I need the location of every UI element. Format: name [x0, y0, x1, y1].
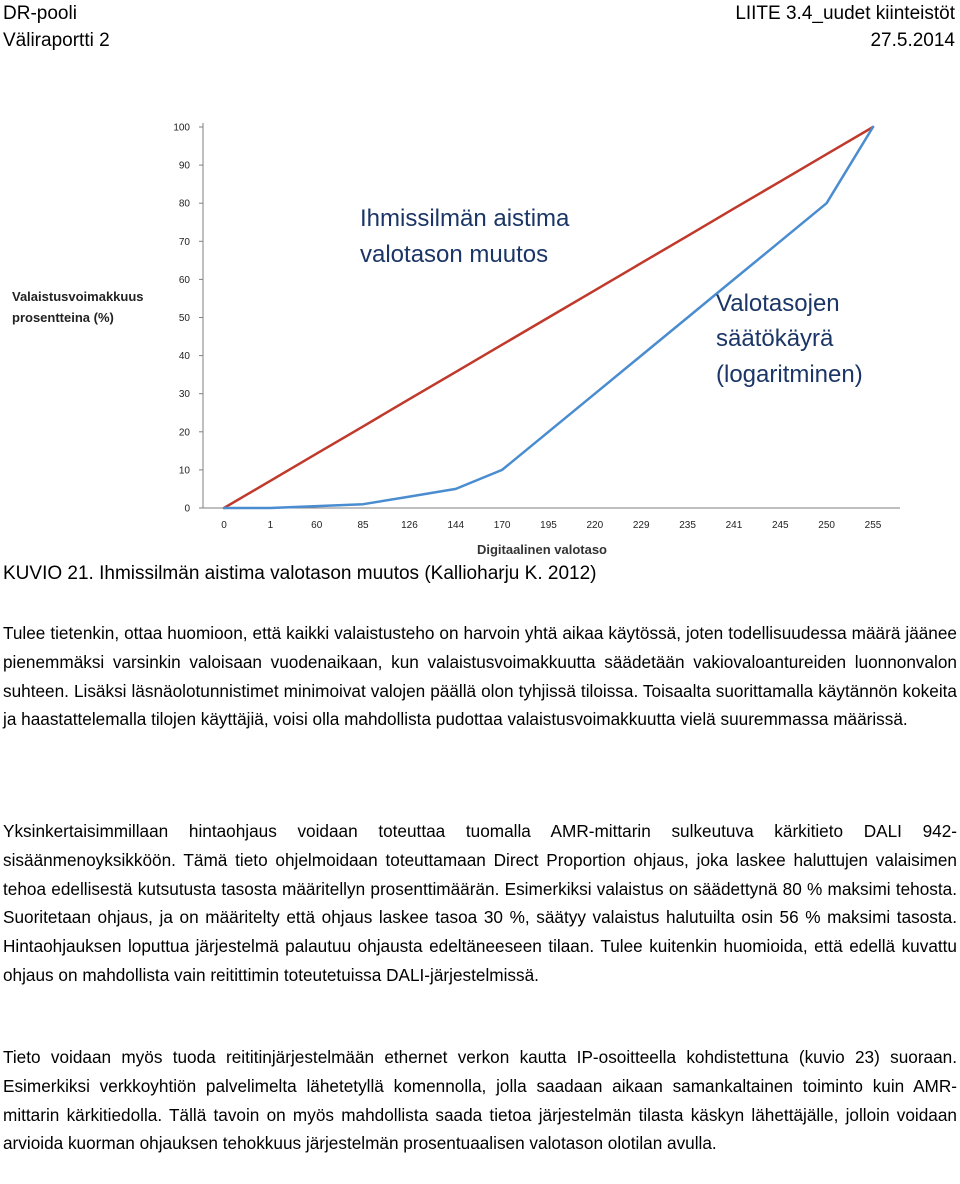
red-series-annotation-line1: Ihmissilmän aistima — [360, 205, 570, 232]
y-tick-label: 50 — [178, 313, 190, 324]
x-tick-label: 144 — [447, 520, 465, 531]
y-tick-label: 20 — [178, 427, 190, 439]
x-tick-labels — [221, 520, 882, 531]
document-name: DR-pooli — [3, 3, 77, 24]
figure-caption: KUVIO 21. Ihmissilmän aistima valotason muutos (Kallioharju K. 2012) — [3, 563, 597, 584]
x-tick-label: 170 — [493, 520, 511, 531]
y-tick-label: 60 — [178, 274, 190, 286]
appendix-name: LIITE 3.4_uudet kiinteistöt — [735, 3, 955, 24]
x-tick-label: 1 — [267, 520, 274, 531]
blue-series-annotation-line2: säätökäyrä — [716, 325, 834, 352]
y-axis-label-line2: prosentteina (%) — [12, 310, 114, 325]
y-axis-label-line1: Valaistusvoimakkuus — [12, 289, 144, 304]
x-tick-label: 60 — [311, 520, 323, 531]
series-line-perceived-change — [224, 127, 873, 508]
x-tick-label: 241 — [725, 520, 743, 531]
paragraph-3: Tieto voidaan myös tuoda reititinjärjestelmään ethernet verkon kautta IP-osoitteella kohdistettuna (kuvio 23) suoraan. Esimerkiksi verkkoyhtiön palvelimelta lähetetyllä komennolla, jolla saadaan aikaan samankaltainen toiminto kuin AMR-mittarin kärkitiedolla. Tällä tavoin on myös mahdollista saada tietoa järjestelmän tilasta käskyn lähettäjälle, jolloin voidaan arvioida kuorman ohjauksen tehokkuus järjestelmän prosentuaalisen valotason olotilan avulla. — [3, 1047, 957, 1154]
x-tick-label: 126 — [401, 520, 418, 531]
header-right — [735, 0, 955, 54]
y-tick-label: 40 — [178, 351, 190, 363]
document-date: 27.5.2014 — [870, 30, 955, 51]
blue-series-annotation-line3: (logaritminen) — [716, 361, 863, 388]
y-tick-label: 0 — [184, 503, 190, 515]
blue-series-annotation-line1: Valotasojen — [716, 290, 840, 317]
x-tick-label: 220 — [586, 520, 604, 531]
y-tick-label: 90 — [178, 160, 190, 172]
y-tick-label: 100 — [173, 122, 190, 134]
header-left — [3, 0, 110, 54]
y-tick-label: 30 — [178, 389, 190, 401]
x-tick-label: 250 — [818, 520, 835, 531]
x-tick-label: 0 — [221, 520, 227, 531]
x-axis-label: Digitaalinen valotaso — [476, 542, 608, 557]
y-tick-label: 10 — [178, 465, 190, 477]
red-series-annotation-line2: valotason muutos — [360, 241, 549, 268]
y-tick-label: 80 — [178, 198, 190, 210]
y-tick-label: 70 — [178, 236, 190, 248]
paragraph-2: Yksinkertaisimmillaan hintaohjaus voidaan toteuttaa tuomalla AMR-mittarin sulkeutuva kärkitieto DALI 942-sisäänmenoyksikköön. Tämä tieto ohjelmoidaan toteuttamaan Direct Proportion ohjaus, joka laskee haluttujen valaisimen tehoa edellisestä kutsutusta tasosta määritellyn prosenttimäärän. Esimerkiksi valaistus on säädettynä 80 % maksimi tehosta. Suoritetaan ohjaus, ja on määritelty että ohjaus laskee tasoa 30 %, säätyy valaistus halutuilta osin 56 % maksimi tasosta. Hintaohjauksen loputtua järjestelmä palautuu ohjausta edeltäneeseen tilaan. Tulee kuitenkin huomioida, että edellä kuvattu ohjaus on mahdollista vain reitittimin toteutetuissa DALI-järjestelmissä. — [3, 821, 957, 985]
x-tick-label: 245 — [771, 520, 789, 531]
x-tick-label: 255 — [864, 520, 882, 531]
y-tick-labels — [173, 123, 190, 515]
paragraph-1: Tulee tietenkin, ottaa huomioon, että kaikki valaistusteho on harvoin yhtä aikaa käytössä, joten todellisuudessa määrä jäänee pienemmäksi varsinkin valoisaan vuodenaikaan, kun valaistusvoimakkuutta säädetään vakiovaloantureiden luonnonvalon suhteen. Lisäksi läsnäolotunnistimet minimoivat valojen päällä olon tyhjissä tiloissa. Toisaalta suorittamalla käytännön kokeita ja haastattelemalla tilojen käyttäjiä, voisi olla mahdollista pudottaa valaistusvoimakkuutta vielä suuremmassa määrissä. — [3, 623, 957, 730]
x-tick-label: 195 — [540, 520, 557, 531]
x-tick-label: 229 — [632, 520, 650, 531]
light-level-chart — [0, 100, 960, 562]
report-name: Väliraportti 2 — [3, 30, 110, 51]
x-tick-label: 85 — [357, 520, 369, 531]
chart-series — [224, 127, 873, 508]
x-tick-label: 235 — [679, 520, 696, 531]
